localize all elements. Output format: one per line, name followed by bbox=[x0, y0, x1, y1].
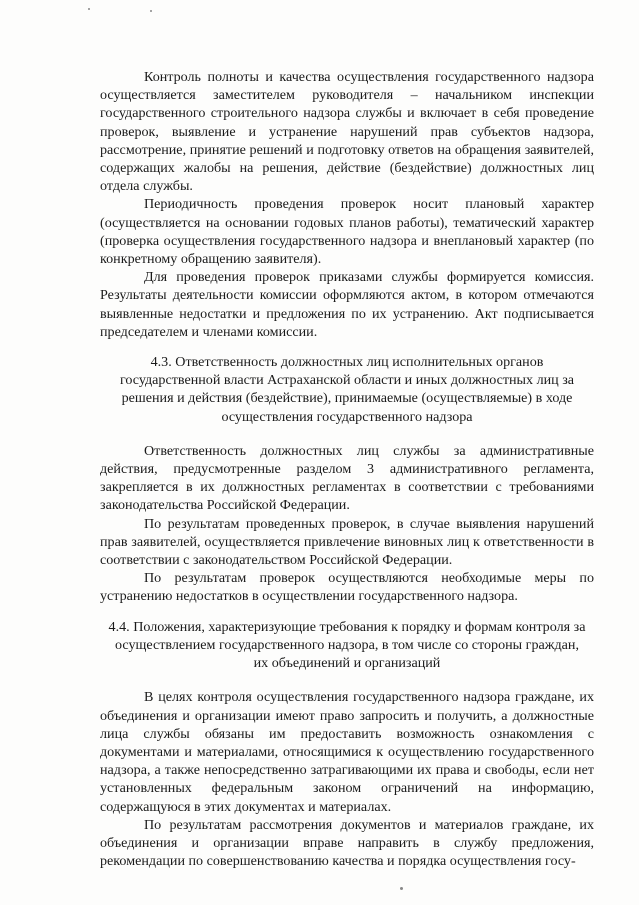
body-paragraph: По результатам проведенных проверок, в случае выявления нарушений прав заявителей, осуществляется привлечение виновных лиц к ответственности в соответствии с законодательством Российской Федерации. bbox=[100, 515, 594, 569]
body-paragraph: Для проведения проверок приказами службы формируется комиссия. Результаты деятельности комиссии оформляются актом, в котором отмечаются выявленные недостатки и предложения по их устранению. Акт подписывается председателем и членами комиссии. bbox=[100, 269, 594, 340]
section-heading-4-4: 4.4. Положения, характеризующие требования к порядку и формам контроля за осуществлением государственного надзора, в том числе со стороны граждан, их объединений и организаций bbox=[108, 618, 586, 672]
scan-speck bbox=[150, 10, 152, 12]
body-paragraph: Периодичность проведения проверок носит плановый характер (осуществляется на основании годовых планов работы), тематический характер (проверка осуществления государственного надзора и внеплановый характер (по конкретному обращению заявителя). bbox=[100, 196, 594, 268]
body-paragraph: В целях контроля осуществления государственного надзора граждане, их объединения и организации имеют право запросить и получить, а должностные лица службы обязаны им предоставить возможность ознакомления с документами и материалами, относящимися к осуществлению государственного надзора, а также непосредственно затрагивающими их права и свободы, если нет установленных федеральным законом ограничений на информацию, содержащуюся в этих документах и материалах. bbox=[100, 689, 594, 815]
body-paragraph: Контроль полноты и качества осуществления государственного надзора осуществляется заместителем руководителя – начальником инспекции государственного строительного надзора службы и включает в себя проведение проверок, выявление и устранение нарушений прав субъектов надзора, рассмотрение, принятие решений и подготовку ответов на обращения заявителей, содержащих жалобы на решения, действие (бездействие) должностных лиц отдела службы. bbox=[100, 69, 594, 195]
document-body bbox=[100, 68, 594, 870]
scan-speck bbox=[88, 8, 90, 10]
scan-speck bbox=[400, 887, 403, 890]
body-paragraph: По результатам рассмотрения документов и материалов граждане, их объединения и организации вправе направить в службу предложения, рекомендации по совершенствованию качества и порядка осуществления госу- bbox=[100, 816, 594, 870]
section-heading-4-3: 4.3. Ответственность должностных лиц исполнительных органов государственной власти Астраханской области и иных должностных лиц за решения и действия (бездействие), принимаемые (осуществляемые) в ходе осуществления государственного надзора bbox=[119, 354, 575, 425]
body-paragraph: Ответственность должностных лиц службы за административные действия, предусмотренные разделом 3 административного регламента, закрепляется в их должностных регламентах в соответствии с требованиями законодательства Российской Федерации. bbox=[100, 442, 594, 514]
body-paragraph: По результатам проверок осуществляются необходимые меры по устранению недостатков в осуществлении государственного надзора. bbox=[100, 570, 594, 605]
